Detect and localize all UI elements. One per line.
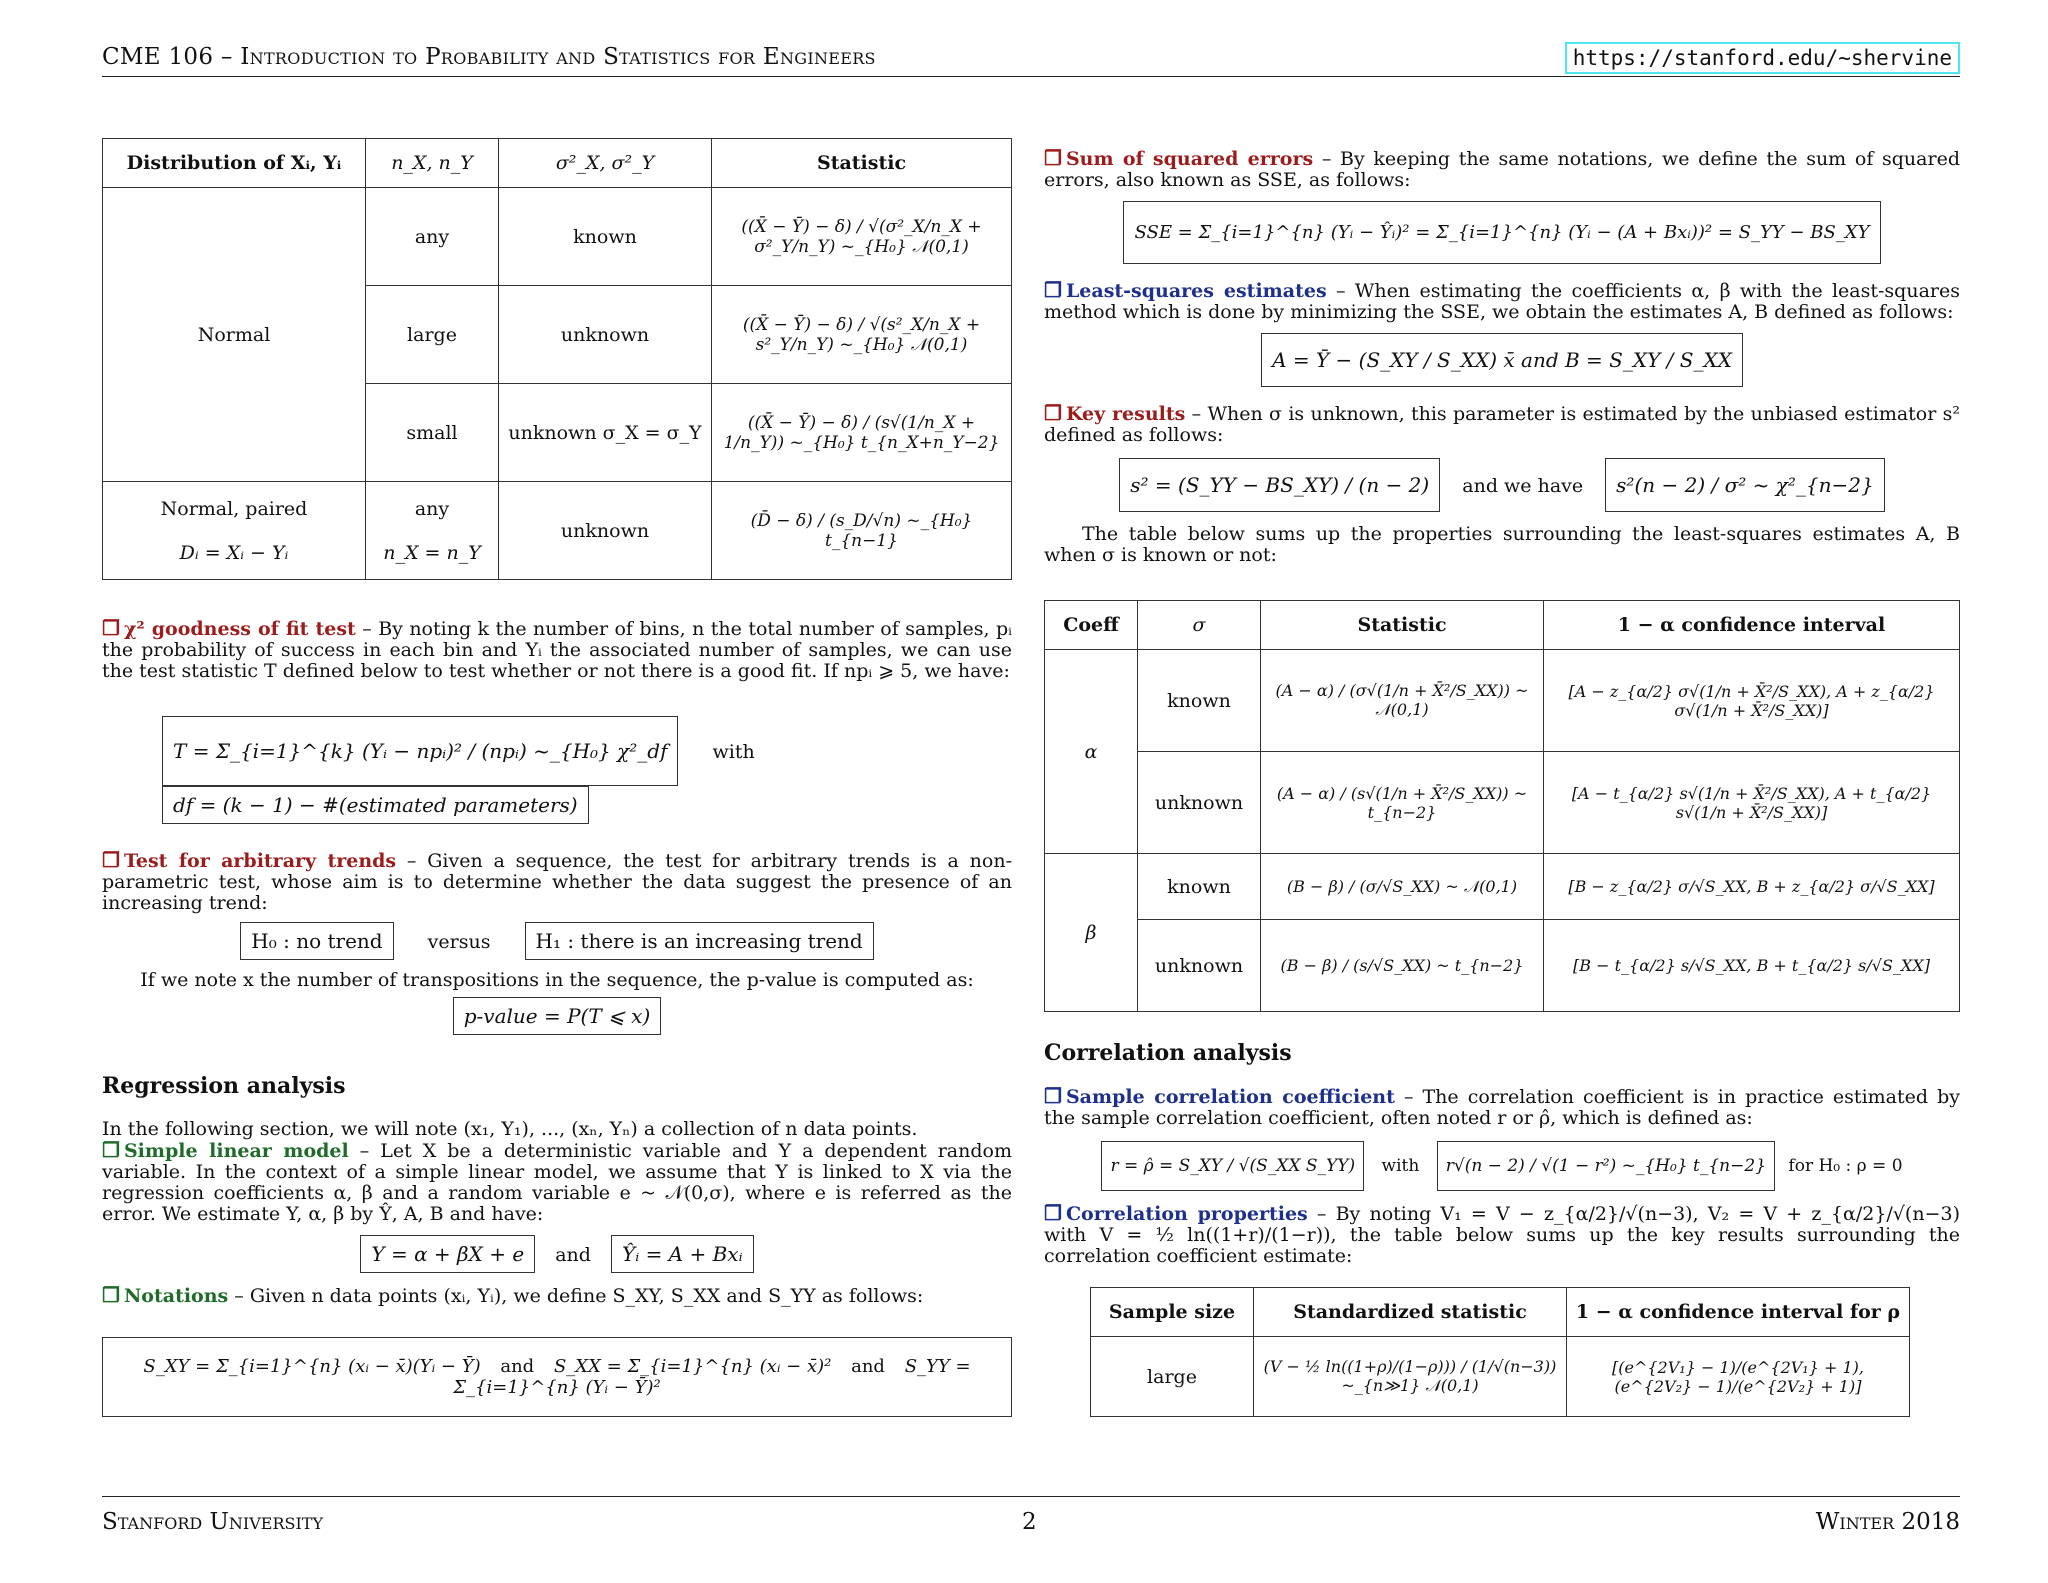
statistic-cell: ((X̄ − Ȳ) − δ) / √(s²_X/n_X + s²_Y/n_Y) ~_{H₀} 𝒩(0,1) bbox=[712, 286, 1012, 384]
n-cell: large bbox=[366, 286, 499, 384]
left-column bbox=[102, 138, 1012, 1431]
checkbox-icon: ❐ bbox=[102, 1283, 120, 1307]
size-cell: large bbox=[1091, 1337, 1254, 1417]
least-squares-table bbox=[1044, 600, 1960, 1012]
scc-paragraph: ❐ Sample correlation coefficient – The correlation coefficient is in practice estimated by the sample correlation coefficient, often noted r or ρ̂, which is defined as: bbox=[1044, 1084, 1960, 1129]
coeff-beta: β bbox=[1045, 854, 1138, 1012]
syy-formula: S_YY = Σ_{i=1}^{n} (Yᵢ − Ȳ)² bbox=[453, 1356, 971, 1398]
sigma-cell: unknown bbox=[1138, 752, 1261, 854]
corr-formula-row bbox=[1044, 1141, 1960, 1191]
notations-paragraph: ❐ Notations – Given n data points (xᵢ, Yᵢ), we define S_XY, S_XX and S_YY as follows: bbox=[102, 1283, 924, 1307]
sigma-cell: known bbox=[1138, 650, 1261, 752]
regression-heading: Regression analysis bbox=[102, 1073, 346, 1099]
checkbox-icon: ❐ bbox=[1044, 146, 1062, 170]
key-text: When σ is unknown, this parameter is estimated by the unbiased estimator s² defined as follows: bbox=[1044, 403, 1960, 446]
statistic-cell: (D̄ − δ) / (s_D/√n) ~_{H₀} t_{n−1} bbox=[712, 482, 1012, 580]
footer-term: Winter 2018 bbox=[1815, 1509, 1960, 1535]
trends-text: Given a sequence, the test for arbitrary trends is a non-parametric test, whose aim is to determine whether the data suggest the presence of an increasing trend: bbox=[102, 850, 1012, 914]
regression-intro: In the following section, we will note (x₁, Y₁), ..., (xₙ, Yₙ) a collection of n data points. bbox=[102, 1118, 918, 1140]
statistic-cell: (A − α) / (s√(1/n + X̄²/S_XX)) ~ t_{n−2} bbox=[1261, 752, 1544, 854]
sse-text: By keeping the same notations, we define the sum of squared errors, also known as SSE, as follows: bbox=[1044, 148, 1960, 191]
h0-box: H₀ : no trend bbox=[240, 922, 393, 960]
notations-formula-row bbox=[102, 1337, 1012, 1417]
statistic-cell: ((X̄ − Ȳ) − δ) / (s√(1/n_X + 1/n_Y)) ~_{H₀} t_{n_X+n_Y−2} bbox=[712, 384, 1012, 482]
col-header-statistic: Statistic bbox=[712, 139, 1012, 188]
and-label: and bbox=[500, 1356, 535, 1377]
and-we-have-label: and we have bbox=[1462, 475, 1584, 497]
chi2-formula-row bbox=[102, 716, 1012, 824]
col-header-n: n_X, n_Y bbox=[366, 139, 499, 188]
df-box: df = (k − 1) − #(estimated parameters) bbox=[162, 786, 589, 824]
statistic-cell: (B − β) / (s/√S_XX) ~ t_{n−2} bbox=[1261, 920, 1544, 1012]
checkbox-icon: ❐ bbox=[102, 848, 120, 872]
sigma-cell: unknown σ_X = σ_Y bbox=[499, 384, 712, 482]
statistic-cell: (B − β) / (σ/√S_XX) ~ 𝒩(0,1) bbox=[1261, 854, 1544, 920]
right-column bbox=[1044, 148, 1960, 1417]
key-title: Key results bbox=[1065, 403, 1186, 425]
page-footer bbox=[102, 1496, 1960, 1535]
page-header bbox=[102, 40, 1960, 77]
coeff-alpha: α bbox=[1045, 650, 1138, 854]
slm-paragraph: ❐ Simple linear model – Let X be a deterministic variable and Y a dependent random variable. In the context of a simple linear model, we assume that Y is linked to X via the regression coefficients α, β and a random variable e ~ 𝒩(0,σ), where e is referred as the error. We estimate Y, α, β by Ŷ, A, B and have: bbox=[102, 1138, 1012, 1225]
checkbox-icon: ❐ bbox=[1044, 1084, 1062, 1108]
model-row bbox=[102, 1235, 1012, 1273]
col-header-ci: 1 − α confidence interval bbox=[1544, 601, 1960, 650]
sxy-formula: S_XY = Σ_{i=1}^{n} (xᵢ − x̄)(Yᵢ − Ȳ) bbox=[143, 1356, 481, 1377]
dist-normal: Normal bbox=[103, 188, 366, 482]
ci-cell: [(e^{2V₁} − 1)/(e^{2V₁} + 1), (e^{2V₂} − 1)/(e^{2V₂} + 1)] bbox=[1567, 1337, 1910, 1417]
notations-box bbox=[102, 1337, 1012, 1417]
col-header-sample-size: Sample size bbox=[1091, 1288, 1254, 1337]
page-number: 2 bbox=[1022, 1509, 1037, 1535]
sigma-cell: unknown bbox=[499, 286, 712, 384]
chi2-text: By noting k the number of bins, n the total number of samples, pᵢ the probability of success in each bin and Yᵢ the associated number of samples, we can use the test statistic T defined below to test whether or not there is a good fit. If npᵢ ⩾ 5, we have: bbox=[102, 618, 1012, 682]
slm-text: Let X be a deterministic variable and Y a dependent random variable. In the context of a simple linear model, we assume that Y is linked to X via the regression coefficients α, β and a random variable e ~ 𝒩(0,σ), where e is referred as the error. We estimate Y, α, β by Ŷ, A, B and have: bbox=[102, 1140, 1012, 1225]
sigma-cell: known bbox=[1138, 854, 1261, 920]
correlation-heading: Correlation analysis bbox=[1044, 1040, 1292, 1066]
cp-title: Correlation properties bbox=[1065, 1203, 1308, 1225]
author-url-link[interactable]: https://stanford.edu/~shervine bbox=[1565, 42, 1960, 74]
lse-title: Least-squares estimates bbox=[1065, 280, 1327, 302]
lse-box: A = Ȳ − (S_XY / S_XX) x̄ and B = S_XY / S_XX bbox=[1261, 333, 1743, 387]
checkbox-icon: ❐ bbox=[1044, 278, 1062, 302]
t-box: r√(n − 2) / √(1 − r²) ~_{H₀} t_{n−2} bbox=[1437, 1141, 1775, 1191]
cp-text: By noting V₁ = V − z_{α/2}/√(n−3), V₂ = V + z_{α/2}/√(n−3) with V = ½ ln((1+r)/(1−r)), the table below sums up the key results surrounding the correlation coefficient estimate: bbox=[1044, 1203, 1960, 1267]
lse-text: When estimating the coefficients α, β with the least-squares method which is done by minimizing the SSE, we obtain the estimates A, B defined as follows: bbox=[1044, 280, 1960, 323]
and-label: and bbox=[851, 1356, 885, 1377]
n-any: any bbox=[414, 497, 450, 520]
paired-def: Dᵢ = Xᵢ − Yᵢ bbox=[179, 541, 289, 564]
checkbox-icon: ❐ bbox=[1044, 401, 1062, 425]
two-sample-test-table bbox=[102, 138, 1012, 580]
paired-label: Normal, paired bbox=[160, 497, 308, 520]
sxx-formula: S_XX = Σ_{i=1}^{n} (xᵢ − x̄)² bbox=[553, 1356, 832, 1377]
n-cell: small bbox=[366, 384, 499, 482]
sigma-cell: unknown bbox=[1138, 920, 1261, 1012]
h1-box: H₁ : there is an increasing trend bbox=[525, 922, 874, 960]
n-equal: n_X = n_Y bbox=[383, 541, 481, 564]
notations-title: Notations bbox=[123, 1285, 229, 1307]
sse-title: Sum of squared errors bbox=[1065, 148, 1314, 170]
model-box: Y = α + βX + e bbox=[360, 1235, 535, 1273]
trends-title: Test for arbitrary trends bbox=[123, 850, 397, 872]
chi2-paragraph: ❐ χ² goodness of fit test – By noting k the number of bins, n the total number of samples, pᵢ the probability of success in each bin and Yᵢ the associated number of samples, we can use the test statistic T defined below to test whether or not there is a good fit. If npᵢ ⩾ 5, we have: bbox=[102, 616, 1012, 682]
chi2-title: χ² goodness of fit test bbox=[123, 618, 356, 640]
sigma-cell: unknown bbox=[499, 482, 712, 580]
ci-cell: [A − t_{α/2} s√(1/n + X̄²/S_XX), A + t_{α/2} s√(1/n + X̄²/S_XX)] bbox=[1544, 752, 1960, 854]
lse-paragraph: ❐ Least-squares estimates – When estimating the coefficients α, β with the least-squares method which is done by minimizing the SSE, we obtain the estimates A, B defined as follows: bbox=[1044, 278, 1960, 323]
sigma-cell: known bbox=[499, 188, 712, 286]
lse-formula-row bbox=[1044, 333, 1960, 387]
n-cell-paired bbox=[366, 482, 499, 580]
key-summary: The table below sums up the properties surrounding the least-squares estimates A, B when σ is known or not: bbox=[1044, 523, 1960, 566]
col-header-distribution: Distribution of Xᵢ, Yᵢ bbox=[103, 139, 366, 188]
pvalue-note: If we note x the number of transpositions in the sequence, the p-value is computed as: bbox=[140, 969, 974, 991]
slm-title: Simple linear model bbox=[123, 1140, 349, 1162]
cp-paragraph: ❐ Correlation properties – By noting V₁ = V − z_{α/2}/√(n−3), V₂ = V + z_{α/2}/√(n−3) with V = ½ ln((1+r)/(1−r)), the table below sums up the key results surrounding the correlation coefficient estimate: bbox=[1044, 1201, 1960, 1267]
hypotheses-row bbox=[102, 922, 1012, 960]
checkbox-icon: ❐ bbox=[1044, 1201, 1062, 1225]
chi2-statistic-box: T = Σ_{i=1}^{k} (Yᵢ − npᵢ)² / (npᵢ) ~_{H₀} χ²_df bbox=[162, 716, 678, 786]
n-cell: any bbox=[366, 188, 499, 286]
trends-paragraph: ❐ Test for arbitrary trends – Given a sequence, the test for arbitrary trends is a non-parametric test, whose aim is to determine whether the data suggest the presence of an increasing trend: bbox=[102, 848, 1012, 914]
r-box: r = ρ̂ = S_XY / √(S_XX S_YY) bbox=[1101, 1141, 1364, 1191]
with-label: with bbox=[1381, 1156, 1420, 1176]
statistic-cell: ((X̄ − Ȳ) − δ) / √(σ²_X/n_X + σ²_Y/n_Y) ~_{H₀} 𝒩(0,1) bbox=[712, 188, 1012, 286]
dist-normal-paired bbox=[103, 482, 366, 580]
key-formula-row bbox=[1044, 458, 1960, 512]
statistic-cell: (V − ½ ln((1+ρ)/(1−ρ))) / (1/√(n−3)) ~_{n≫1} 𝒩(0,1) bbox=[1254, 1337, 1567, 1417]
sse-box: SSE = Σ_{i=1}^{n} (Yᵢ − Ŷᵢ)² = Σ_{i=1}^{n} (Yᵢ − (A + Bxᵢ))² = S_YY − BS_XY bbox=[1123, 201, 1880, 264]
and-label: and bbox=[555, 1244, 591, 1266]
footer-university: Stanford University bbox=[102, 1509, 324, 1535]
ci-cell: [B − z_{α/2} σ/√S_XX, B + z_{α/2} σ/√S_XX] bbox=[1544, 854, 1960, 920]
col-header-standardized: Standardized statistic bbox=[1254, 1288, 1567, 1337]
sse-formula-row bbox=[1044, 201, 1960, 264]
chi-box: s²(n − 2) / σ² ~ χ²_{n−2} bbox=[1605, 458, 1885, 512]
statistic-cell: (A − α) / (σ√(1/n + X̄²/S_XX)) ~ 𝒩(0,1) bbox=[1261, 650, 1544, 752]
sse-paragraph: ❐ Sum of squared errors – By keeping the same notations, we define the sum of squared errors, also known as SSE, as follows: bbox=[1044, 146, 1960, 191]
checkbox-icon: ❐ bbox=[102, 616, 120, 640]
pvalue-row bbox=[102, 997, 1012, 1035]
checkbox-icon: ❐ bbox=[102, 1138, 120, 1162]
course-title: CME 106 – Introduction to Probability and Statistics for Engineers bbox=[102, 44, 876, 70]
pvalue-box: p-value = P(T ⩽ x) bbox=[453, 997, 662, 1035]
s2-box: s² = (S_YY − BS_XY) / (n − 2) bbox=[1119, 458, 1440, 512]
notations-text: Given n data points (xᵢ, Yᵢ), we define S_XY, S_XX and S_YY as follows: bbox=[249, 1285, 924, 1307]
col-header-sigma: σ bbox=[1138, 601, 1261, 650]
with-label: with bbox=[712, 741, 755, 763]
h0-condition: for H₀ : ρ = 0 bbox=[1788, 1156, 1903, 1176]
col-header-coeff: Coeff bbox=[1045, 601, 1138, 650]
versus-label: versus bbox=[427, 931, 491, 953]
estimate-box: Ŷᵢ = A + Bxᵢ bbox=[611, 1235, 754, 1273]
scc-text: The correlation coefficient is in practice estimated by the sample correlation coefficient, often noted r or ρ̂, which is defined as: bbox=[1044, 1086, 1960, 1129]
correlation-table bbox=[1090, 1287, 1910, 1417]
key-paragraph: ❐ Key results – When σ is unknown, this parameter is estimated by the unbiased estimator s² defined as follows: bbox=[1044, 401, 1960, 446]
col-header-sigma: σ²_X, σ²_Y bbox=[499, 139, 712, 188]
scc-title: Sample correlation coefficient bbox=[1065, 1086, 1395, 1108]
col-header-statistic: Statistic bbox=[1261, 601, 1544, 650]
col-header-ci-rho: 1 − α confidence interval for ρ bbox=[1567, 1288, 1910, 1337]
ci-cell: [B − t_{α/2} s/√S_XX, B + t_{α/2} s/√S_XX] bbox=[1544, 920, 1960, 1012]
ci-cell: [A − z_{α/2} σ√(1/n + X̄²/S_XX), A + z_{α/2} σ√(1/n + X̄²/S_XX)] bbox=[1544, 650, 1960, 752]
